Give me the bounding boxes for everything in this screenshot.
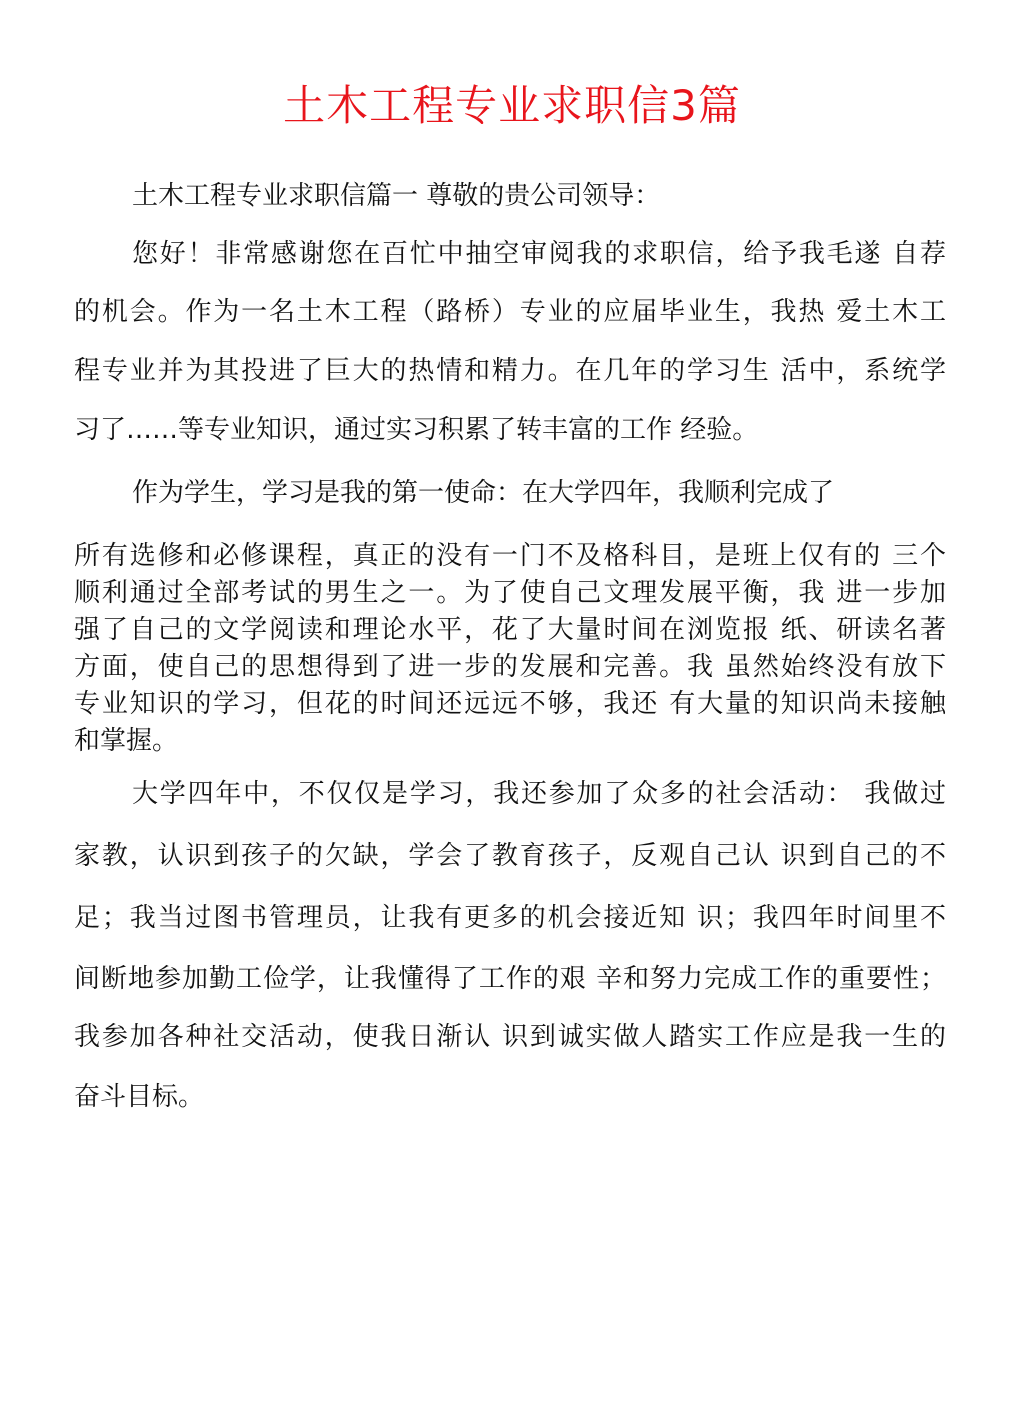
salutation-line: 土木工程专业求职信篇一 尊敬的贵公司领导： (132, 181, 661, 211)
paragraph-line: 的机会。作为一名土木工程（路桥）专业的应届毕业生，我热 爱土木工 (74, 297, 946, 327)
paragraph-line: 间断地参加勤工俭学，让我懂得了工作的艰 辛和努力完成工作的重要性； (74, 964, 946, 994)
paragraph-line: 习了……等专业知识，通过实习积累了转丰富的工作 经验。 (74, 415, 759, 445)
paragraph-line: 作为学生，学习是我的第一使命：在大学四年，我顺利完成了 (132, 478, 835, 508)
paragraph-line: 足；我当过图书管理员，让我有更多的机会接近知 识；我四年时间里不 (74, 903, 946, 933)
paragraph-line: 程专业并为其投进了巨大的热情和精力。在几年的学习生 活中，系统学 (74, 356, 946, 386)
paragraph-line: 大学四年中，不仅仅是学习，我还参加了众多的社会活动： 我做过 (132, 779, 946, 809)
document-title: 土木工程专业求职信3篇 (283, 81, 741, 131)
paragraph-line: 强了自己的文学阅读和理论水平，花了大量时间在浏览报 纸、研读名著 (74, 615, 946, 645)
paragraph-line: 我参加各种社交活动，使我日渐认 识到诚实做人踏实工作应是我一生的 (74, 1022, 946, 1052)
paragraph-line: 方面，使自己的思想得到了进一步的发展和完善。我 虽然始终没有放下 (74, 652, 946, 682)
paragraph-line: 所有选修和必修课程，真正的没有一门不及格科目，是班上仅有的 三个 (74, 541, 946, 571)
paragraph-line: 顺利通过全部考试的男生之一。为了使自己文理发展平衡，我 进一步加 (74, 578, 946, 608)
paragraph-line: 您好！非常感谢您在百忙中抽空审阅我的求职信，给予我毛遂 自荐 (132, 239, 946, 269)
paragraph-line: 家教，认识到孩子的欠缺，学会了教育孩子，反观自己认 识到自己的不 (74, 841, 946, 871)
paragraph-line: 专业知识的学习，但花的时间还远远不够，我还 有大量的知识尚未接触 (74, 689, 946, 719)
paragraph-line: 奋斗目标。 (74, 1082, 205, 1112)
paragraph-line: 和掌握。 (74, 726, 179, 756)
